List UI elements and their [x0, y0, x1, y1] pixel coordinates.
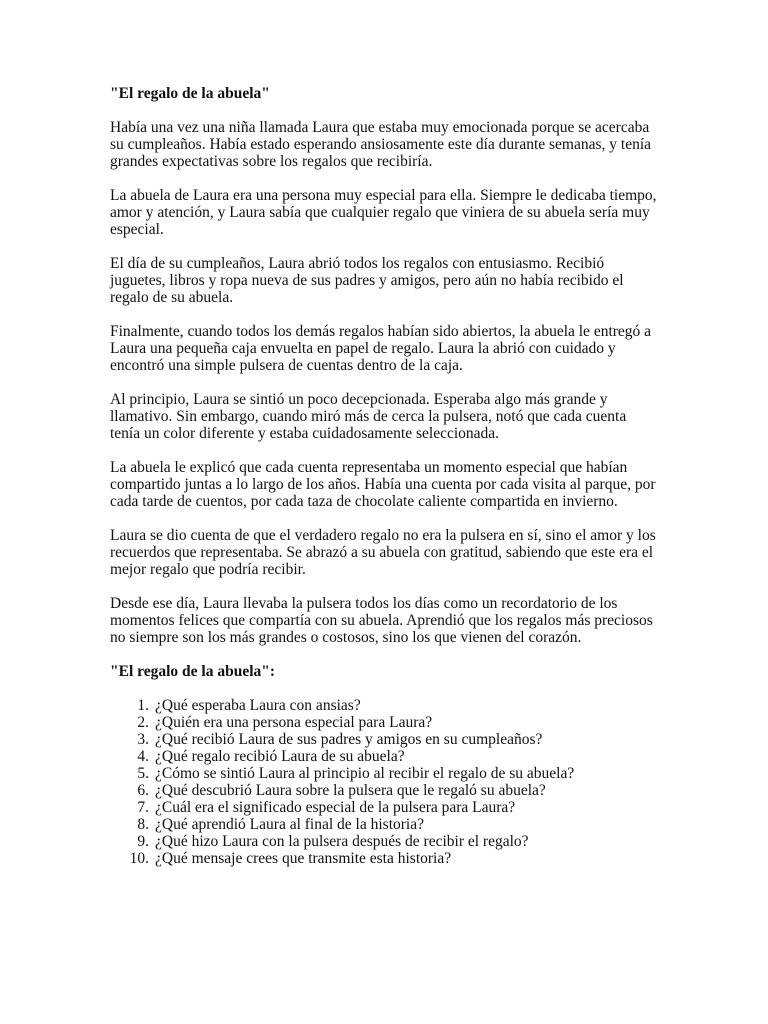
list-item — [110, 731, 658, 748]
story-paragraph-2: La abuela de Laura era una persona muy especial para ella. Siempre le dedicaba tiempo, amor y atención, y Laura sabía que cualquier regalo que viniera de su abuela sería muy especial. — [110, 187, 657, 238]
question-text: ¿Qué descubrió Laura sobre la pulsera que le regaló su abuela? — [155, 782, 546, 799]
story-paragraph-1: Había una vez una niña llamada Laura que estaba muy emocionada porque se acercaba su cumpleaños. Había estado esperando ansiosamente este día durante semanas, y tenía grandes expectativas sobre los regalos que recibiría. — [110, 119, 652, 170]
questions-list — [110, 697, 658, 867]
list-item — [110, 850, 658, 867]
question-text: ¿Quién era una persona especial para Laura? — [155, 714, 433, 731]
question-number: 4. — [137, 748, 149, 765]
list-item — [110, 748, 658, 765]
question-number: 10. — [129, 850, 149, 867]
question-number: 1. — [137, 697, 149, 714]
list-item — [110, 816, 658, 833]
list-item — [110, 782, 658, 799]
list-item — [110, 833, 658, 850]
list-item — [110, 765, 658, 782]
question-number: 6. — [137, 782, 149, 799]
document-page — [110, 85, 658, 867]
story-paragraph-5: Al principio, Laura se sintió un poco decepcionada. Esperaba algo más grande y llamativo. Sin embargo, cuando miró más de cerca la pulsera, notó que cada cuenta tenía un color diferente y estaba cuidadosamente seleccionada. — [110, 391, 627, 442]
question-number: 2. — [137, 714, 149, 731]
question-text: ¿Cómo se sintió Laura al principio al recibir el regalo de su abuela? — [155, 765, 575, 782]
story-paragraph-4: Finalmente, cuando todos los demás regalos habían sido abiertos, la abuela le entregó a Laura una pequeña caja envuelta en papel de regalo. Laura la abrió con cuidado y encontró una simple pulsera de cuentas dentro de la caja. — [110, 323, 652, 374]
question-number: 3. — [137, 731, 149, 748]
question-number: 9. — [137, 833, 149, 850]
question-number: 5. — [137, 765, 149, 782]
question-text: ¿Cuál era el significado especial de la pulsera para Laura? — [155, 799, 516, 816]
question-text: ¿Qué hizo Laura con la pulsera después de recibir el regalo? — [155, 833, 529, 850]
question-text: ¿Qué mensaje crees que transmite esta historia? — [155, 850, 452, 867]
question-text: ¿Qué aprendió Laura al final de la historia? — [155, 816, 424, 833]
question-number: 8. — [137, 816, 149, 833]
list-item — [110, 799, 658, 816]
story-paragraph-3: El día de su cumpleaños, Laura abrió todos los regalos con entusiasmo. Recibió juguetes, libros y ropa nueva de sus padres y amigos, pero aún no había recibido el regalo de su abuela. — [110, 255, 624, 306]
story-paragraph-7: Laura se dio cuenta de que el verdadero regalo no era la pulsera en sí, sino el amor y los recuerdos que representaba. Se abrazó a su abuela con gratitud, sabiendo que este era el mejor regalo que podría recibir. — [110, 527, 656, 578]
questions-title: "El regalo de la abuela": — [110, 663, 276, 680]
story-title: "El regalo de la abuela" — [110, 85, 270, 102]
question-text: ¿Qué recibió Laura de sus padres y amigos en su cumpleaños? — [155, 731, 543, 748]
story-paragraph-8: Desde ese día, Laura llevaba la pulsera todos los días como un recordatorio de los momentos felices que compartía con su abuela. Aprendió que los regalos más preciosos no siempre son los más grandes o costosos, sino los que vienen del corazón. — [110, 595, 653, 646]
question-text: ¿Qué esperaba Laura con ansias? — [155, 697, 361, 714]
question-number: 7. — [137, 799, 149, 816]
list-item — [110, 697, 658, 714]
list-item — [110, 714, 658, 731]
question-text: ¿Qué regalo recibió Laura de su abuela? — [155, 748, 405, 765]
story-paragraph-6: La abuela le explicó que cada cuenta representaba un momento especial que habían compartido juntas a lo largo de los años. Había una cuenta por cada visita al parque, por cada tarde de cuentos, por cada taza de chocolate caliente compartida en invierno. — [110, 459, 656, 510]
